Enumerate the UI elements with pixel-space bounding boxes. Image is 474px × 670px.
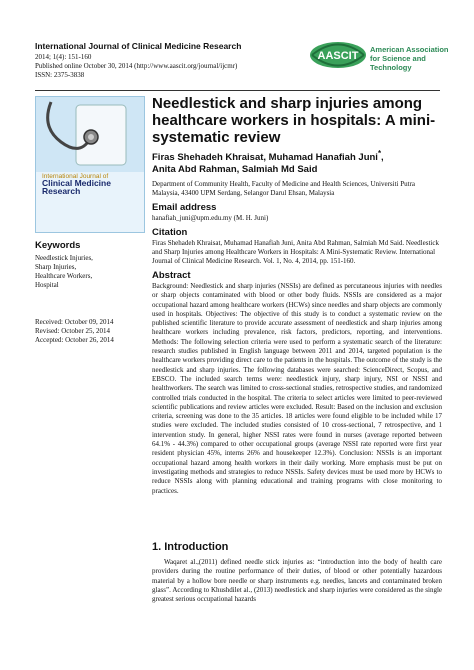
keyword-item: Healthcare Workers, bbox=[35, 272, 93, 280]
header-rule bbox=[35, 90, 440, 91]
authors-line2: Anita Abd Rahman, Salmiah Md Said bbox=[152, 164, 318, 176]
keyword-item: Needlestick Injuries, bbox=[35, 254, 93, 262]
keyword-item: Sharp Injuries, bbox=[35, 263, 77, 271]
cover-title bbox=[42, 173, 140, 196]
authors-line1: Firas Shehadeh Khraisat, Muhamad Hanafiah Juni bbox=[152, 152, 378, 164]
revised-date: Revised: October 25, 2014 bbox=[35, 327, 111, 335]
corresponding-mark: * bbox=[377, 149, 382, 158]
authors: Firas Shehadeh Khraisat, Muhamad Hanafiah Juni*, Anita Abd Rahman, Salmiah Md Said bbox=[152, 149, 384, 176]
keywords-block bbox=[35, 240, 145, 290]
cover-line1: International Journal of bbox=[42, 173, 109, 180]
citation-heading: Citation bbox=[152, 227, 188, 238]
logo-mark: AASCIT bbox=[317, 50, 359, 62]
received-date: Received: October 09, 2014 bbox=[35, 318, 114, 326]
cover-line2: Clinical Medicine Research bbox=[42, 178, 111, 196]
journal-name: International Journal of Clinical Medicine Research bbox=[35, 41, 242, 51]
article-dates bbox=[35, 318, 145, 345]
intro-text: Waqaret al.,(2011) defined needle stick injuries as: “introduction into the body of health care providers during the routine performance of their duties, of blood or other potentially hazardous material by a hollow bore needle or sharp instruments e.g. needles, lancets and contaminated broken glass”. According to Khushdilet al., (2013) needlestick and sharp injuries were considered as the single greatest serious occupational hazards bbox=[152, 558, 442, 604]
affiliation: Department of Community Health, Faculty of Medicine and Health Sciences, Universiti Putra Malaysia, 43400 UPM Serdang, Selangor Darul Ehsan, Malaysia bbox=[152, 180, 416, 197]
keywords-heading: Keywords bbox=[35, 240, 81, 251]
intro-heading: 1. Introduction bbox=[152, 541, 229, 553]
email-address[interactable]: hanafiah_juni@upm.edu.my (M. H. Juni) bbox=[152, 214, 269, 222]
email-heading: Email address bbox=[152, 202, 217, 213]
logo-org-name: American Association for Science and Technology bbox=[370, 45, 449, 72]
stethoscope-icon bbox=[36, 97, 144, 172]
journal-volume: 2014; 1(4): 151-160 bbox=[35, 53, 92, 61]
journal-cover-image bbox=[35, 96, 145, 233]
citation-text: Firas Shehadeh Khraisat, Muhamad Hanafiah Juni, Anita Abd Rahman, Salmiah Md Said. Needlestick and Sharp Injuries among Healthcare Workers in Hospitals: A Mini-Systematic Review. International Journal of Clinical Medicine Research. Vol. 1, No. 4, 2014, pp. 151-160. bbox=[152, 239, 439, 265]
abstract-heading: Abstract bbox=[152, 270, 191, 281]
article-title: Needlestick and sharp injuries among healthcare workers in hospitals: A mini-systematic review bbox=[152, 95, 436, 146]
accepted-date: Accepted: October 26, 2014 bbox=[35, 336, 114, 344]
abstract-text: Background: Needlestick and sharp injuries (NSSIs) are defined as percutaneous injuries with needles or sharp objects contaminated with blood or other body fluids. NSSIs are considered as a major occupational hazard among healthcare workers (HCWs) since needles and sharp objects are commonly used in hospitals. Objectives: The objective of this study is to conduct a systematic review on the published scientific literature to provide accurate assessment of needlestick and sharp injuries among healthcare workers including prevalence, risk factors, predictors, reporting, and interventions. Methods: The following selection criteria were used to perform a systematic search of the literature: research studies published in English language between 2011 and 2014, targeted population is the healthcare workers providing direct care to the patients in the hospitals. The outcome of the study is the needlestick and sharp injuries. The following databases were searched: ScienceDirect, Scopus, and EBSCO. The included search terms were: needlestick injury, sharp injury, NSI or NSSI and healthworkers. The search was limited to cross-sectional studies, retrospective studies, and randomized controlled trials conducted in the hospital. The criteria to select articles were limited to peer-reviewed scientific publications and review articles were excluded. Result: Based on the inclusion and exclusion criteria, screening was done to the 35 articles. 18 articles were found eligible to be included while 17 studies were excluded. The included studies consisted of 10 cross-sectional, 7 retrospective, and 1 intervention study. In general, higher NSSI rates were found in nurses (average reported between 64.1% - 44.3%) compared to other occupational groups (average NSSI rate reported were first year resident physician 45%, interns 26% and housekeeper 12.3%). Conclusion: NSSIs is an important occupational hazard among health workers in their daily working. More emphasis must be put on investigating methods and strategies to reduce NSSIs. Safety devices must be used more by HCWs to reduce NSSIs along with planning educational and training programs with close monitoring to practices. bbox=[152, 282, 442, 495]
published-line: Published online October 30, 2014 (http://www.aascit.org/journal/ijcmr) bbox=[35, 62, 238, 70]
keyword-item: Hospital bbox=[35, 281, 59, 289]
issn-line: ISSN: 2375-3838 bbox=[35, 71, 85, 79]
